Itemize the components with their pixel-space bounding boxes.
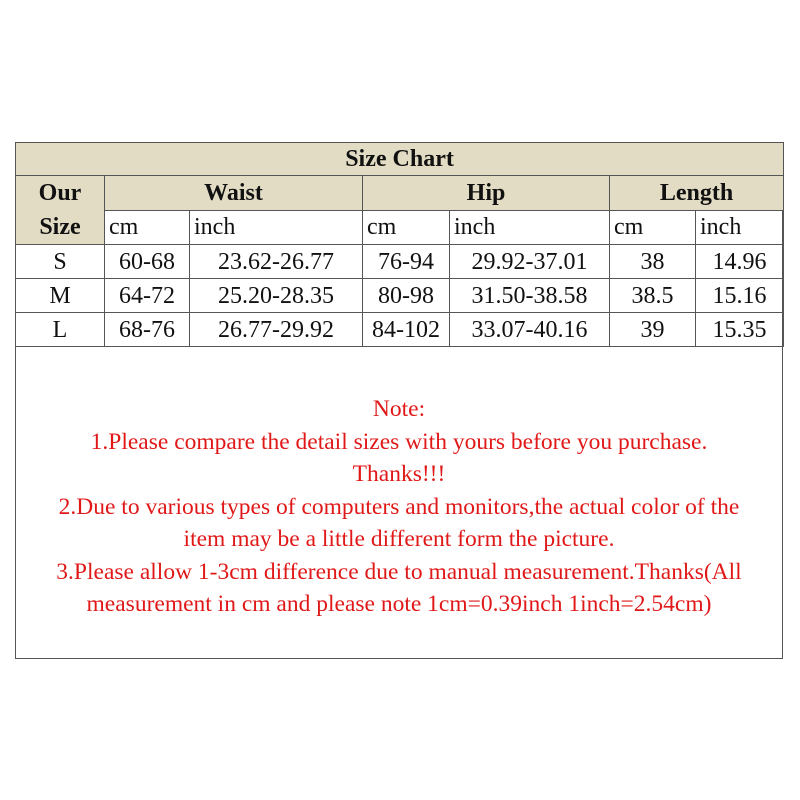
table-row bbox=[16, 313, 784, 347]
unit-header: cm bbox=[610, 210, 696, 245]
size-label: M bbox=[16, 279, 105, 313]
table-cell: 14.96 bbox=[696, 245, 784, 279]
size-label: S bbox=[16, 245, 105, 279]
table-cell: 60-68 bbox=[105, 245, 190, 279]
table-cell: 15.16 bbox=[696, 279, 784, 313]
size-chart-container bbox=[15, 142, 783, 659]
table-cell: 68-76 bbox=[105, 313, 190, 347]
note-line: 2.Due to various types of computers and monitors,the actual color of the bbox=[58, 493, 740, 520]
note-line: measurement in cm and please note 1cm=0.39inch 1inch=2.54cm) bbox=[86, 591, 712, 617]
table-cell: 25.20-28.35 bbox=[190, 279, 363, 313]
unit-header: inch bbox=[190, 210, 363, 245]
note-line: Thanks!!! bbox=[352, 461, 446, 487]
length-header: Length bbox=[610, 176, 784, 211]
table-cell: 31.50-38.58 bbox=[450, 279, 610, 313]
size-header-line2: Size bbox=[39, 214, 81, 240]
waist-header: Waist bbox=[105, 176, 363, 211]
size-header-line1: Our bbox=[38, 180, 82, 206]
unit-header: cm bbox=[363, 210, 450, 245]
hip-header: Hip bbox=[363, 176, 610, 211]
table-cell: 80-98 bbox=[363, 279, 450, 313]
size-header bbox=[16, 176, 105, 245]
table-cell: 33.07-40.16 bbox=[450, 313, 610, 347]
unit-header: inch bbox=[696, 210, 784, 245]
table-cell: 38 bbox=[610, 245, 696, 279]
note-line: 3.Please allow 1-3cm difference due to manual measurement.Thanks(All bbox=[56, 558, 742, 585]
note-heading: Note: bbox=[372, 396, 426, 422]
note-block bbox=[16, 393, 782, 621]
table-cell: 26.77-29.92 bbox=[190, 313, 363, 347]
note-line: 1.Please compare the detail sizes with yours before you purchase. bbox=[90, 428, 708, 455]
table-cell: 23.62-26.77 bbox=[190, 245, 363, 279]
unit-header: cm bbox=[105, 210, 190, 245]
table-cell: 38.5 bbox=[610, 279, 696, 313]
table-row bbox=[16, 279, 784, 313]
table-cell: 76-94 bbox=[363, 245, 450, 279]
table-cell: 84-102 bbox=[363, 313, 450, 347]
table-row bbox=[16, 245, 784, 279]
table-cell: 39 bbox=[610, 313, 696, 347]
table-cell: 29.92-37.01 bbox=[450, 245, 610, 279]
size-chart-table bbox=[15, 142, 784, 347]
table-title: Size Chart bbox=[16, 143, 784, 176]
table-cell: 15.35 bbox=[696, 313, 784, 347]
note-line: item may be a little different form the picture. bbox=[183, 526, 615, 552]
table-cell: 64-72 bbox=[105, 279, 190, 313]
unit-header: inch bbox=[450, 210, 610, 245]
size-label: L bbox=[16, 313, 105, 347]
